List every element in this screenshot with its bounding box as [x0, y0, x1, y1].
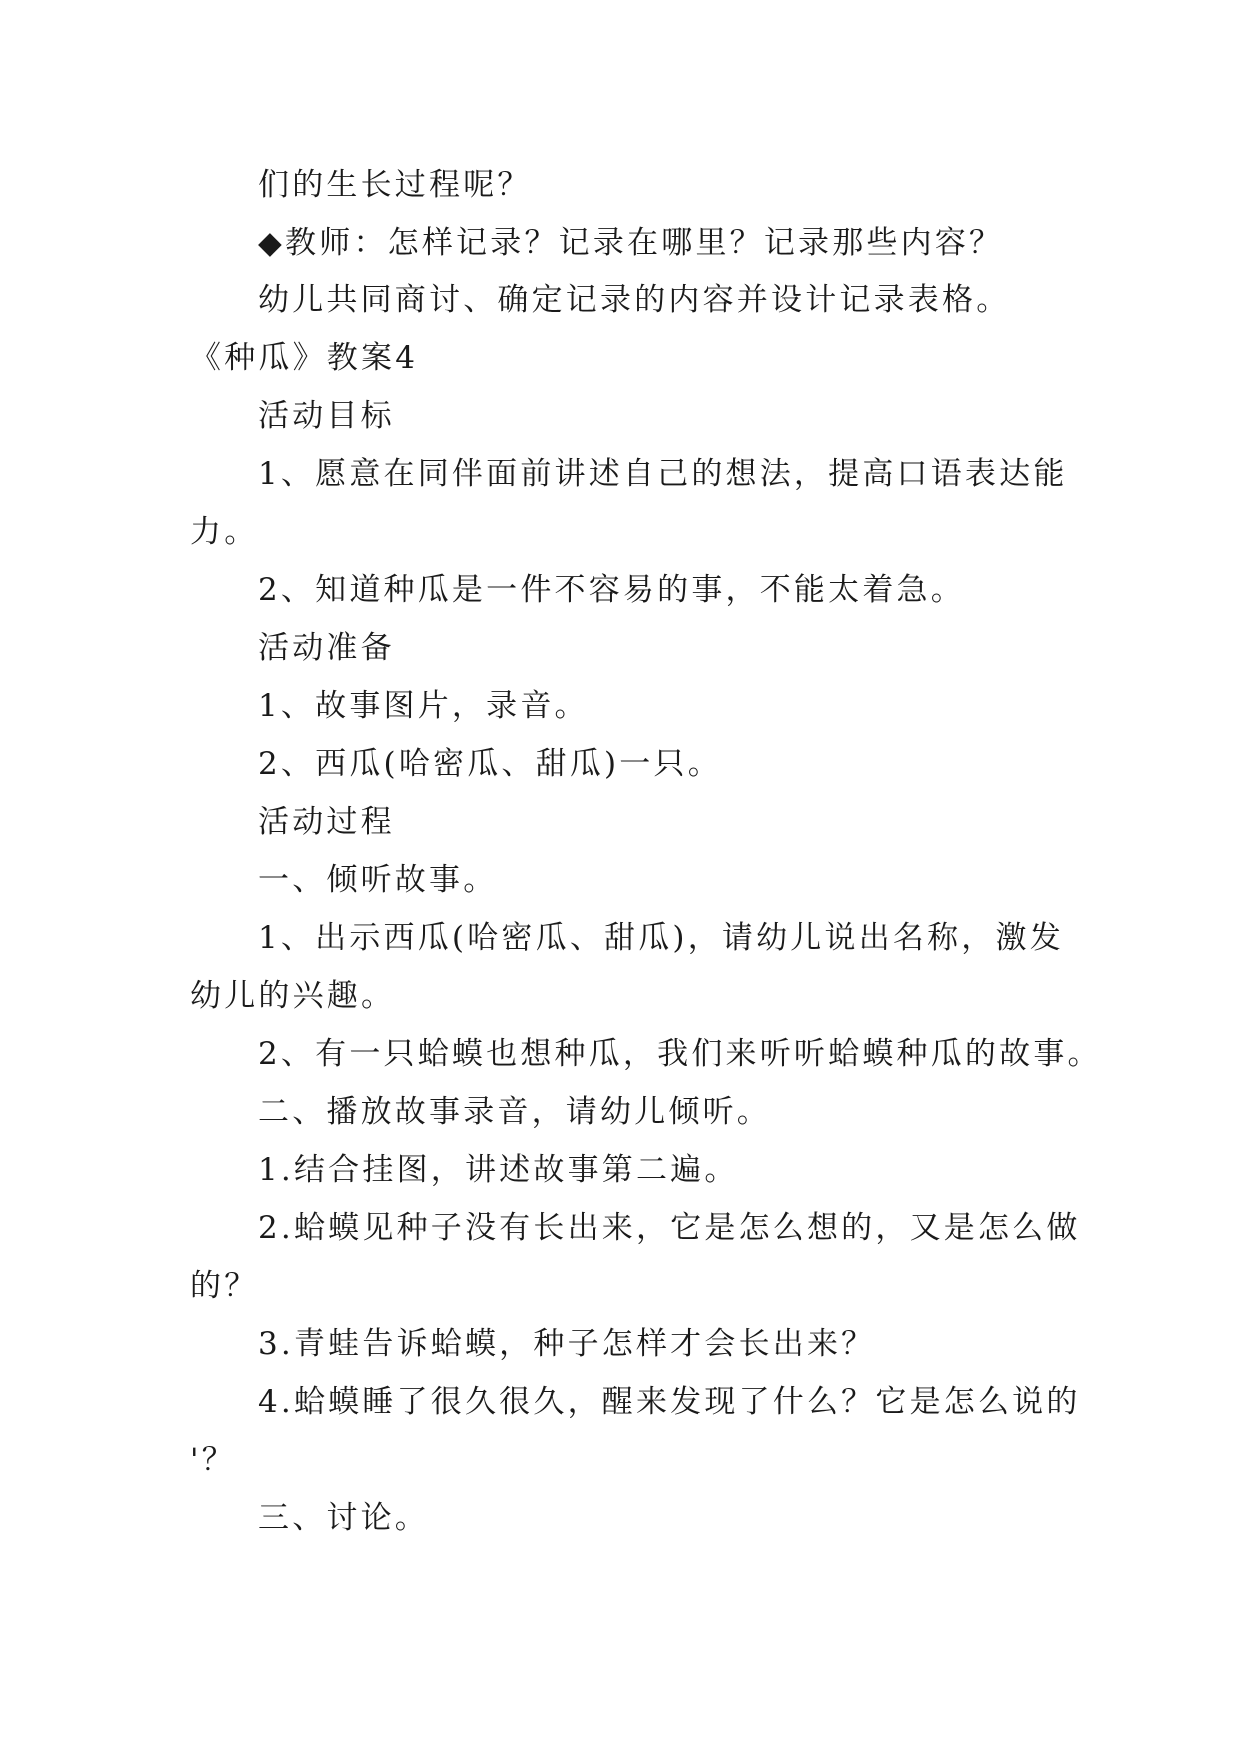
text-line: 2、西瓜(哈密瓜、甜瓜)一只。 [258, 746, 722, 782]
text-line: 2、知道种瓜是一件不容易的事，不能太着急。 [258, 572, 965, 608]
section-heading: 活动准备 [258, 630, 395, 666]
text-line: 们的生长过程呢？ [258, 167, 532, 203]
section-heading: 活动目标 [258, 398, 395, 434]
text-line: 1、愿意在同伴面前讲述自己的想法，提高口语表达能 [258, 456, 1068, 492]
text-line: 一、倾听故事。 [258, 862, 498, 898]
text-line: 力。 [190, 514, 259, 550]
text-line: 的？ [190, 1268, 259, 1304]
text-line: 幼儿的兴趣。 [190, 978, 396, 1014]
text-line: 1.结合挂图，讲述故事第二遍。 [258, 1152, 739, 1188]
text-line: '？ [190, 1442, 236, 1478]
text-line: 1、故事图片，录音。 [258, 688, 589, 724]
section-heading: 活动过程 [258, 804, 395, 840]
text-line: 1、出示西瓜(哈密瓜、甜瓜)，请幼儿说出名称，激发 [258, 920, 1064, 956]
text-line: 三、讨论。 [258, 1500, 429, 1536]
text-line: 二、播放故事录音，请幼儿倾听。 [258, 1094, 771, 1130]
text-line: 2、有一只蛤蟆也想种瓜，我们来听听蛤蟆种瓜的故事。 [258, 1036, 1102, 1072]
text-line: 3.青蛙告诉蛤蟆，种子怎样才会长出来？ [258, 1326, 876, 1362]
section-title: 《种瓜》教案4 [190, 340, 419, 376]
text-line: 2.蛤蟆见种子没有长出来，它是怎么想的，又是怎么做 [258, 1210, 1081, 1246]
text-line: 幼儿共同商讨、确定记录的内容并设计记录表格。 [258, 282, 1011, 318]
text-line: ◆教师：怎样记录？记录在哪里？记录那些内容？ [258, 225, 1004, 261]
text-line: 4.蛤蟆睡了很久很久，醒来发现了什么？它是怎么说的 [258, 1384, 1081, 1420]
